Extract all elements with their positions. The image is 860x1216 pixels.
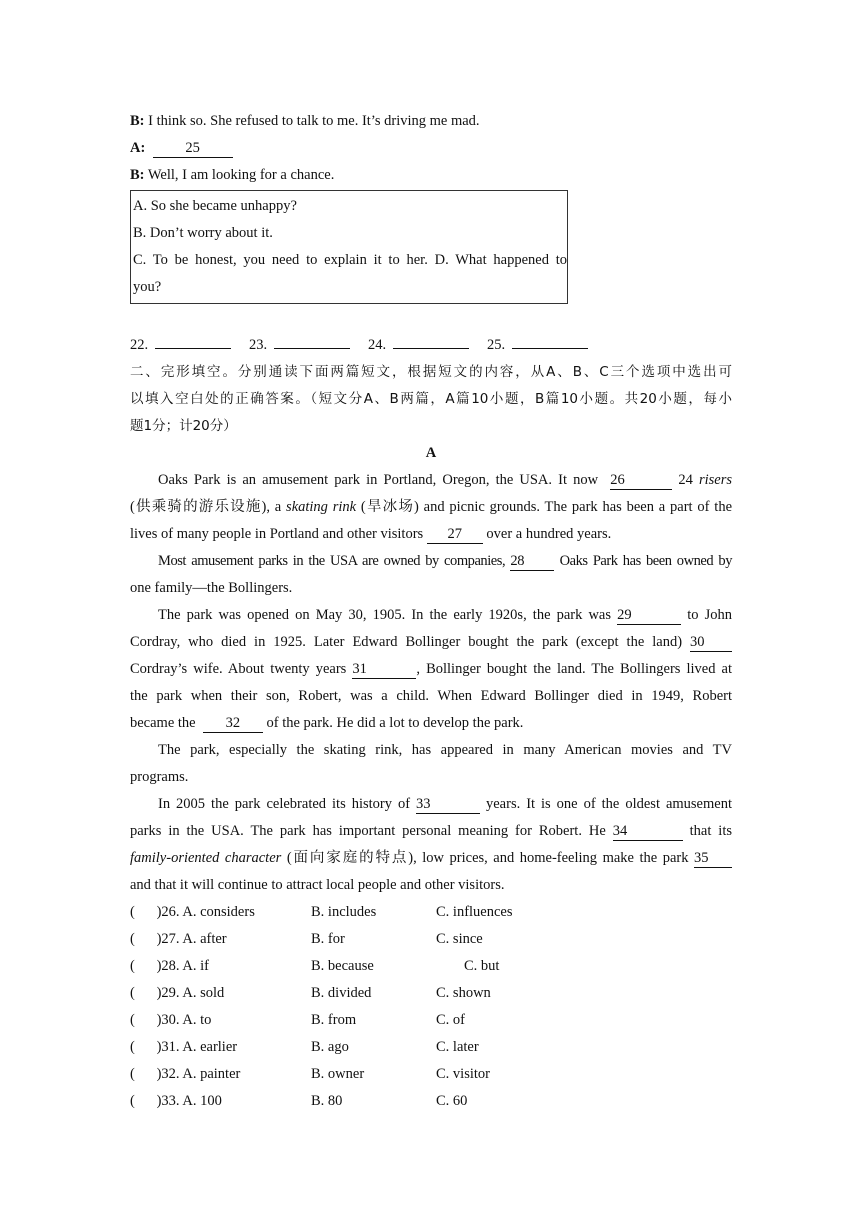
question-row: ( )31. A. earlier B. ago C. later — [130, 1039, 479, 1055]
question-row: ( )26. A. considers B. includes C. influences — [130, 904, 513, 920]
passage-line: The park, especially the skating rink, has appeared in many American movies and TV — [158, 742, 732, 758]
passage-line: (供乘骑的游乐设施), a skating rink (旱冰场) and picnic grounds. The park has been a part of the — [130, 499, 733, 515]
answer-line — [130, 332, 732, 359]
dialogue-line-b2 — [130, 162, 732, 189]
page-content — [130, 108, 732, 1115]
passage-line: lives of many people in Portland and other visitors 27 over a hundred years. — [130, 526, 612, 542]
passage-line: one family—the Bollingers. — [130, 580, 293, 596]
passage-line: the park when their son, Robert, was a child. When Edward Bollinger died in 1949, Robert — [130, 688, 732, 704]
options-box — [130, 190, 568, 304]
blank-33[interactable]: 33 — [416, 796, 480, 814]
blank-31[interactable]: 31 — [352, 661, 416, 679]
dialogue-text: Well, I am looking for a chance. — [144, 167, 335, 183]
option-a: A. So she became unhappy? — [133, 198, 297, 214]
answer-num-25: 25. — [487, 337, 506, 353]
blank-30[interactable]: 30 — [690, 634, 732, 652]
blank-32[interactable]: 32 — [203, 715, 263, 733]
passage-line: Cordray, who died in 1925. Later Edward Bollinger bought the park (except the land) 30 — [130, 629, 732, 656]
dialogue-line-a — [130, 135, 732, 162]
passage-line: In 2005 the park celebrated its history of 33 years. It is one of the oldest amusement — [158, 796, 732, 812]
blank-27[interactable]: 27 — [427, 526, 483, 544]
blank-28[interactable]: 28 — [510, 553, 554, 571]
section-instruction-1: 二、完形填空。分别通读下面两篇短文，根据短文的内容，从A、B、C三个选项中选出可 — [130, 364, 732, 380]
answer-blank-25[interactable] — [512, 334, 588, 349]
passage-line: programs. — [130, 769, 189, 785]
answer-blank-22[interactable] — [155, 334, 231, 349]
option-d-cont: you? — [133, 279, 162, 295]
option-b: B. Don’t worry about it. — [133, 225, 273, 241]
speaker-a: A: — [130, 140, 146, 156]
blank-25[interactable]: 25 — [153, 140, 233, 158]
question-row: ( )30. A. to B. from C. of — [130, 1012, 465, 1028]
section-instruction-2: 以填入空白处的正确答案。（短文分A、B两篇，A篇10小题，B篇10小题。共20小题，每小 — [130, 391, 732, 407]
answer-num-24: 24. — [368, 337, 387, 353]
blank-35[interactable]: 35 — [694, 850, 732, 868]
dialogue-text: I think so. She refused to talk to me. It’s driving me mad. — [144, 113, 480, 129]
question-row: ( )29. A. sold B. divided C. shown — [130, 985, 491, 1001]
section-instruction-3: 题1分；计20分） — [130, 418, 237, 434]
passage-line: family-oriented character (面向家庭的特点), low prices, and home-feeling make the park 35 — [130, 845, 732, 872]
answer-num-23: 23. — [249, 337, 268, 353]
passage-line: became the 32 of the park. He did a lot to develop the park. — [130, 715, 524, 731]
passage-line: and that it will continue to attract local people and other visitors. — [130, 877, 505, 893]
option-c-d: C. To be honest, you need to explain it to her. D. What happened to — [133, 252, 567, 268]
answer-blank-23[interactable] — [274, 334, 350, 349]
passage-line: Oaks Park is an amusement park in Portland, Oregon, the USA. It now 26 24 risers — [158, 472, 732, 488]
question-row: ( )32. A. painter B. owner C. visitor — [130, 1066, 490, 1082]
blank-26[interactable]: 26 — [610, 472, 672, 490]
passage-line: The park was opened on May 30, 1905. In the early 1920s, the park was 29 to John — [158, 607, 732, 623]
speaker-b: B: — [130, 167, 145, 183]
passage-line: Cordray’s wife. About twenty years 31 , Bollinger bought the land. The Bollingers lived at — [130, 661, 732, 677]
passage-heading: A — [425, 445, 437, 461]
dialogue-line-b1 — [130, 108, 732, 135]
passage-line: Most amusement parks in the USA are owned by companies, 28 Oaks Park has been owned by — [158, 553, 733, 569]
question-row: ( )33. A. 100 B. 80 C. 60 — [130, 1093, 468, 1109]
answer-num-22: 22. — [130, 337, 149, 353]
question-row: ( )28. A. if B. because C. but — [130, 958, 500, 974]
question-list — [130, 899, 732, 1115]
question-row: ( )27. A. after B. for C. since — [130, 931, 483, 947]
passage-line: parks in the USA. The park has important personal meaning for Robert. He 34 that its — [130, 823, 732, 839]
speaker-b: B: — [130, 113, 145, 129]
blank-29[interactable]: 29 — [617, 607, 681, 625]
answer-blank-24[interactable] — [393, 334, 469, 349]
blank-34[interactable]: 34 — [613, 823, 683, 841]
